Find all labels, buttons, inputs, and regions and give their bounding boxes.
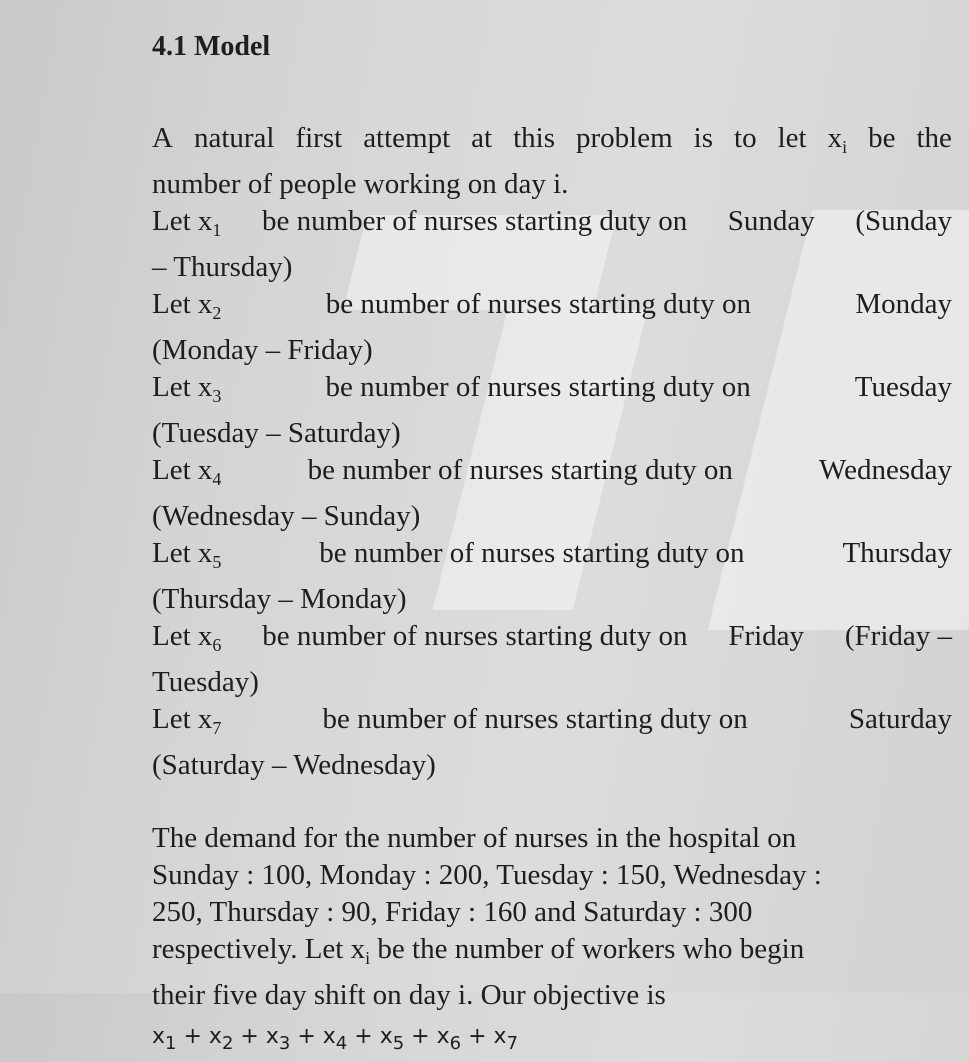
term: $x_7$ [493, 1024, 519, 1054]
definition-let: Let $x_3$ [152, 371, 222, 406]
demand-line-4: respectively. Let $x_i$ be the number of workers who begin [152, 933, 805, 968]
subscript: 2 [212, 303, 222, 323]
demand-line-2: Sunday : 100, Monday : 200, Tuesday : 150, Wednesday : [152, 859, 822, 891]
subscript: 3 [212, 386, 222, 406]
word: attempt [363, 122, 451, 154]
definition-x2-line [152, 286, 952, 332]
definition-text: be number of nurses starting duty on [307, 454, 733, 486]
definition-text: be number of nurses starting duty on [319, 537, 745, 569]
variable: $x_i$ [827, 122, 848, 157]
definition-x4-line [152, 452, 952, 498]
subscript: 5 [212, 552, 222, 572]
term: $x_5$ [379, 1024, 405, 1054]
definition-text: be number of nurses starting duty on [261, 205, 688, 237]
demand-line-1: The demand for the number of nurses in the hospital on [152, 822, 797, 854]
definition-let: Let $x_2$ [152, 288, 222, 323]
definition-day: Thursday [842, 537, 952, 569]
word: to [734, 122, 757, 154]
definition-let: Let $x_5$ [152, 537, 222, 572]
subscript: 1 [212, 220, 222, 240]
definition-x1-line [152, 203, 952, 249]
objective-expression [152, 1018, 952, 1062]
definition-text: be number of nurses starting duty on [325, 288, 751, 320]
definition-let: Let $x_1$ [152, 205, 222, 240]
word: first [295, 122, 343, 154]
word: natural [193, 122, 275, 154]
definition-range: (Friday – [844, 620, 952, 652]
term: $x_2$ [208, 1024, 234, 1054]
subscript: 4 [212, 469, 222, 489]
definition-day: Saturday [848, 703, 952, 735]
subscript: 6 [212, 635, 222, 655]
definition-day: Friday [728, 620, 805, 652]
definition-text: be number of nurses starting duty on [262, 620, 688, 652]
definition-x4-range: (Wednesday – Sunday) [152, 500, 421, 532]
intro-line-1 [152, 120, 952, 166]
subscript: 7 [212, 718, 222, 738]
definition-x5-line [152, 535, 952, 581]
word: A [152, 122, 173, 154]
definition-let: Let $x_6$ [152, 620, 222, 655]
definition-text: be number of nurses starting duty on [325, 371, 751, 403]
plus-operator: + [468, 1024, 487, 1049]
term: $x_4$ [322, 1024, 348, 1054]
word: is [693, 122, 714, 154]
demand-paragraph [152, 820, 952, 1062]
definition-x2-range: (Monday – Friday) [152, 334, 373, 366]
definition-day: Wednesday [819, 454, 952, 486]
definition-x7-line [152, 701, 952, 747]
paragraph-gap [152, 784, 952, 820]
word: at [471, 122, 493, 154]
intro-paragraph [152, 120, 952, 784]
subscript: i [842, 137, 848, 157]
term: $x_6$ [436, 1024, 462, 1054]
definition-x3-line [152, 369, 952, 415]
word: the [916, 122, 952, 154]
demand-line-5: their five day shift on day i. Our objective is [152, 979, 666, 1011]
subscript: i [365, 948, 371, 968]
document-content [152, 30, 952, 1062]
demand-line-3: 250, Thursday : 90, Friday : 160 and Saturday : 300 [152, 896, 753, 928]
plus-operator: + [183, 1024, 202, 1049]
definition-x6-line [152, 618, 952, 664]
definition-let: Let $x_4$ [152, 454, 222, 489]
term: $x_1$ [152, 1024, 177, 1054]
definition-day: Sunday [727, 205, 815, 237]
definition-x5-range: (Thursday – Monday) [152, 583, 407, 615]
definition-x7-range: (Saturday – Wednesday) [152, 749, 436, 781]
plus-operator: + [297, 1024, 316, 1049]
definition-day: Tuesday [854, 371, 952, 403]
plus-operator: + [354, 1024, 373, 1049]
definition-range: (Sunday [855, 205, 952, 237]
definition-x1-range: – Thursday) [152, 251, 293, 283]
definition-x6-range: Tuesday) [152, 666, 259, 698]
definition-text: be number of nurses starting duty on [322, 703, 748, 735]
intro-line-2: number of people working on day i. [152, 168, 569, 200]
plus-operator: + [240, 1024, 259, 1049]
word: let [777, 122, 807, 154]
word: be [868, 122, 896, 154]
definition-x3-range: (Tuesday – Saturday) [152, 417, 401, 449]
word: this [513, 122, 556, 154]
definition-let: Let $x_7$ [152, 703, 222, 738]
section-heading: 4.1 Model [152, 31, 271, 62]
plus-operator: + [411, 1024, 430, 1049]
term: $x_3$ [265, 1024, 291, 1054]
definition-day: Monday [855, 288, 952, 320]
word: problem [576, 122, 673, 154]
